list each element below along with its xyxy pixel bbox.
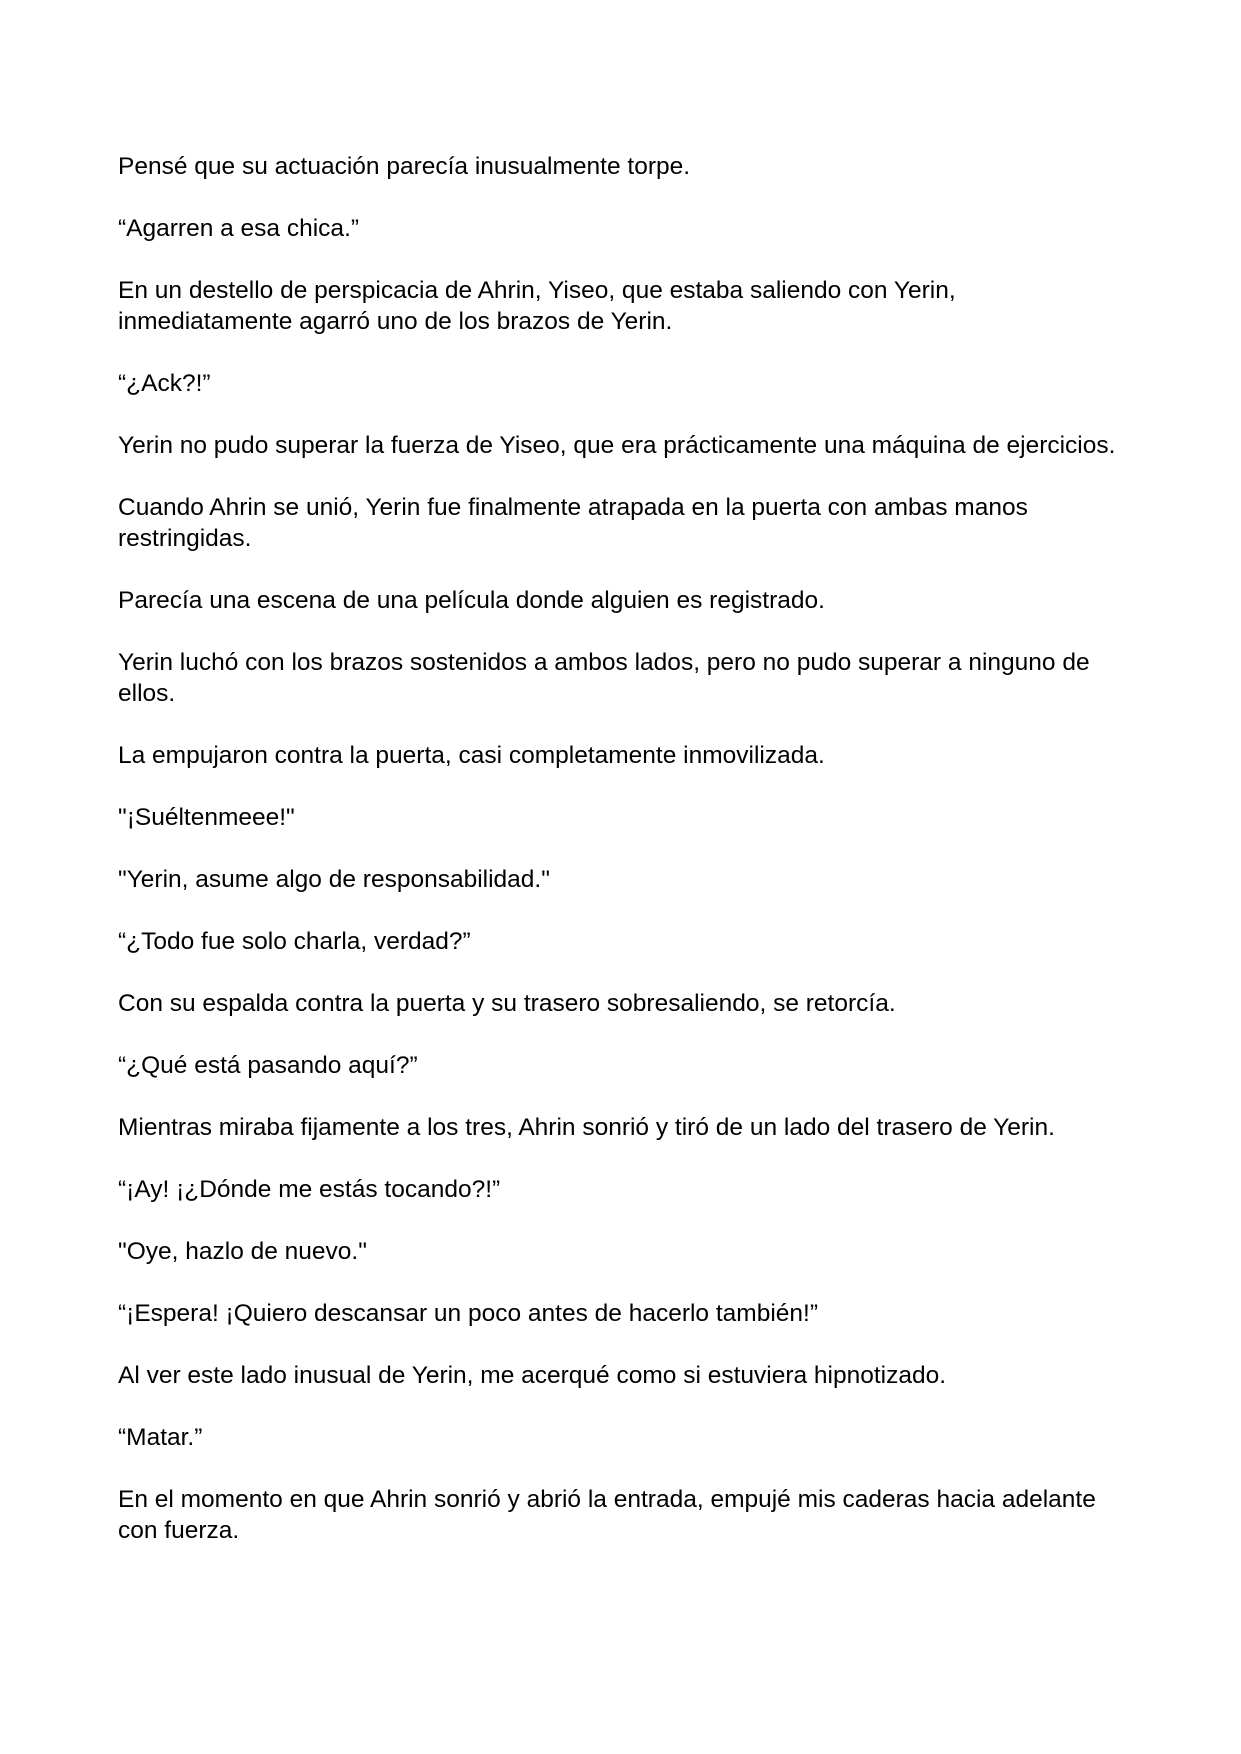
- paragraph: Al ver este lado inusual de Yerin, me acerqué como si estuviera hipnotizado.: [118, 1362, 947, 1389]
- paragraph: "Oye, hazlo de nuevo.": [118, 1238, 367, 1265]
- paragraph: Yerin no pudo superar la fuerza de Yiseo, que era prácticamente una máquina de ejercicios.: [118, 432, 1116, 459]
- paragraph: En un destello de perspicacia de Ahrin, Yiseo, que estaba saliendo con Yerin, inmediatamente agarró uno de los brazos de Yerin.: [118, 277, 956, 335]
- paragraph: “¡Ay! ¡¿Dónde me estás tocando?!”: [118, 1176, 501, 1203]
- paragraph: Yerin luchó con los brazos sostenidos a ambos lados, pero no pudo superar a ninguno de ellos.: [118, 649, 1090, 707]
- paragraph: “¿Ack?!”: [118, 370, 211, 397]
- paragraph: “¿Qué está pasando aquí?”: [118, 1052, 418, 1079]
- paragraph: Parecía una escena de una película donde alguien es registrado.: [118, 587, 825, 614]
- paragraph: En el momento en que Ahrin sonrió y abrió la entrada, empujé mis caderas hacia adelante con fuerza.: [118, 1486, 1096, 1544]
- document-body: [118, 151, 1128, 1577]
- paragraph: Mientras miraba fijamente a los tres, Ahrin sonrió y tiró de un lado del trasero de Yerin.: [118, 1114, 1055, 1141]
- paragraph: "Yerin, asume algo de responsabilidad.": [118, 866, 550, 893]
- paragraph: “¡Espera! ¡Quiero descansar un poco antes de hacerlo también!”: [118, 1300, 818, 1327]
- paragraph: La empujaron contra la puerta, casi completamente inmovilizada.: [118, 742, 825, 769]
- paragraph: “Matar.”: [118, 1424, 203, 1451]
- paragraph: Pensé que su actuación parecía inusualmente torpe.: [118, 153, 691, 180]
- paragraph: “Agarren a esa chica.”: [118, 215, 360, 242]
- paragraph: "¡Suéltenmeee!": [118, 804, 295, 831]
- paragraph: “¿Todo fue solo charla, verdad?”: [118, 928, 471, 955]
- paragraph: Cuando Ahrin se unió, Yerin fue finalmente atrapada en la puerta con ambas manos restringidas.: [118, 494, 1028, 552]
- paragraph: Con su espalda contra la puerta y su trasero sobresaliendo, se retorcía.: [118, 990, 896, 1017]
